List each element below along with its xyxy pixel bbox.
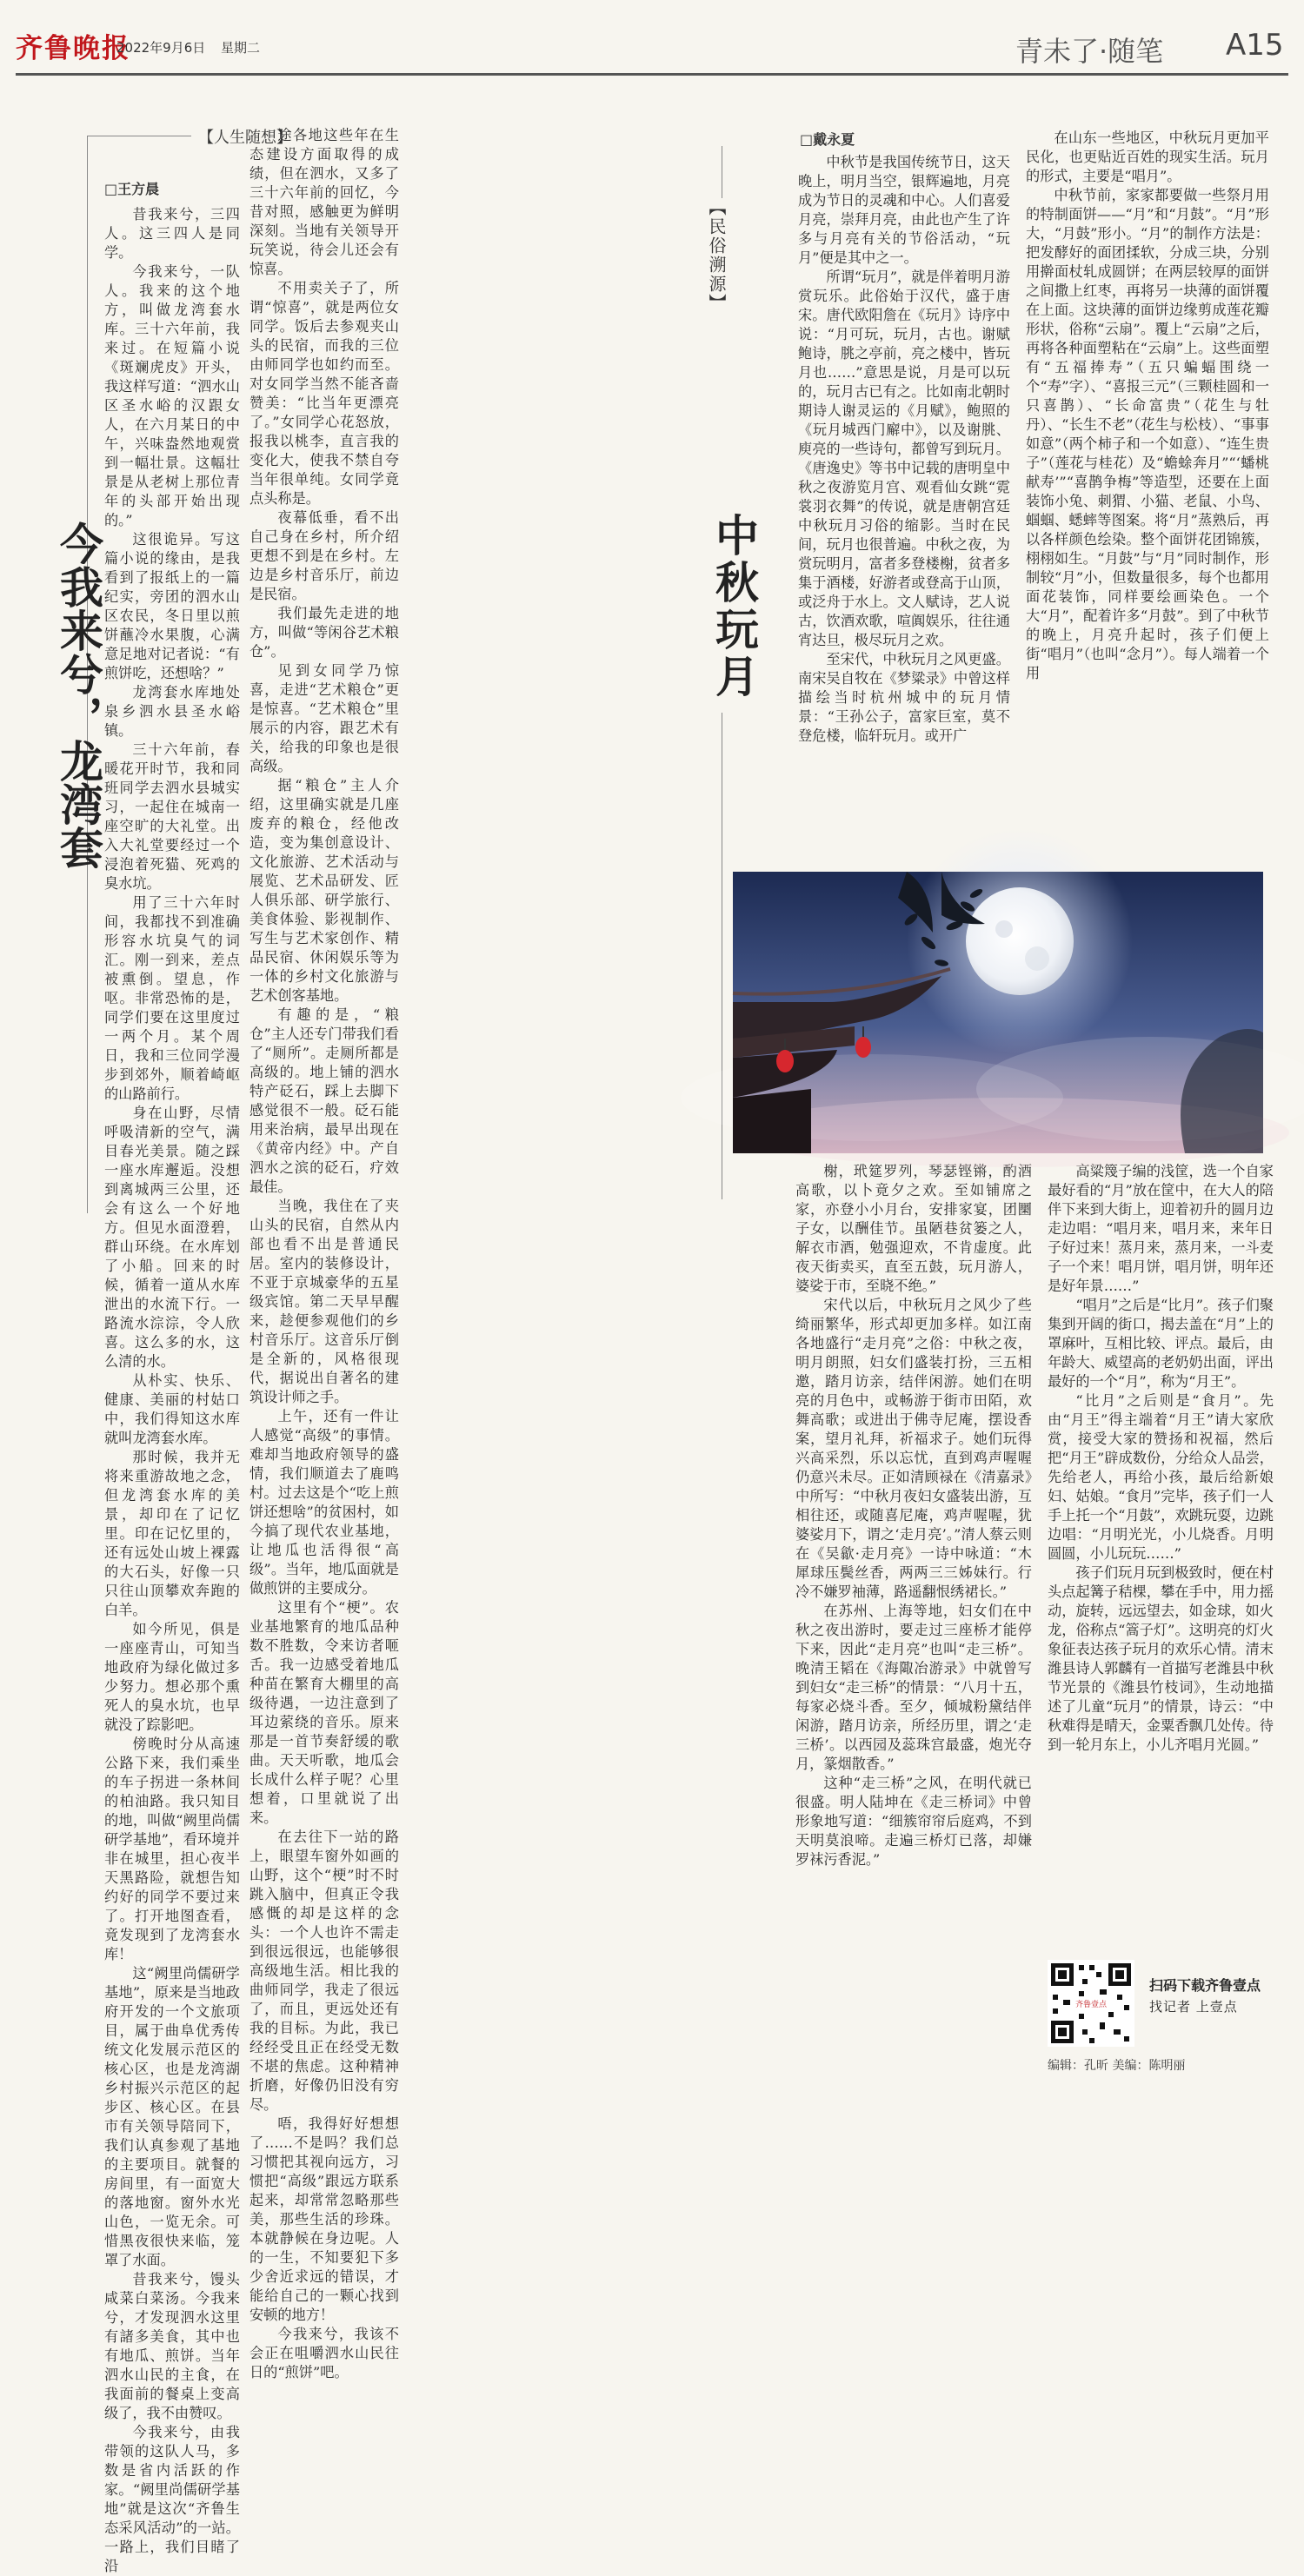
qr-code-svg bbox=[1048, 1960, 1134, 2047]
byline-right: □戴永夏 bbox=[800, 131, 855, 148]
mid-autumn-moon-illustration bbox=[733, 872, 1263, 1153]
article-paragraph: 在去往下一站的路上，眼望车窗外如画的山野，这个“梗”时不时跳入脑中，但真正令我感慨的却是这样的念头：一个人也许不需走到很远很远，也能够很高级地生活。相比我的曲师同学，我走了很远了，而且，更远处还有我的目标。为此，我已经经受且正在经受无数不堪的焦虑。这种精神折磨，好像仍旧没有穷尽。 bbox=[249, 1829, 399, 2113]
article-paragraph: 昔我来兮，馒头咸菜白菜汤。今我来兮，才发现泗水这里有諸多美食，其中也有地瓜、煎饼。当年泗水山民的主食，在我面前的餐桌上变高级了，我不由赞叹。 bbox=[104, 2271, 240, 2421]
article-paragraph: 如今所见，俱是一座座青山，可知当地政府为绿化做过多少努力。想必那个熏死人的臭水坑，也早就没了踪影吧。 bbox=[104, 1621, 240, 1733]
article-paragraph: 这很诡异。写这篇小说的缘由，是我看到了报纸上的一篇纪实，旁团的泗水山区农民，冬日里以煎饼蘸冷水果腹，心满意足地对记者说：“有煎饼吃，还想啥？” bbox=[104, 531, 240, 681]
byline-left: □王方晨 bbox=[104, 181, 160, 197]
left-article-column-2 bbox=[249, 126, 399, 2380]
article-paragraph: 在山东一些地区，中秋玩月更加平民化，也更贴近百姓的现实生活。玩月的形式，主要是“唱月”。 bbox=[1026, 129, 1269, 184]
qr-code-image[interactable] bbox=[1048, 1960, 1134, 2047]
article-paragraph: 当晚，我住在了夹山头的民宿，自然从内部也看不出是普通民居。室内的装修设计，不亚于京城豪华的五星级宾馆。第二天早早醒来，趁便参观他们的乡村音乐厅。这音乐厅倒是全新的，风格很现代，据说出自著名的建筑设计师之手。 bbox=[249, 1198, 399, 1405]
article-paragraph: 见到女同学乃惊喜，走进“艺术粮仓”更是惊喜。“艺术粮仓”里展示的内容，跟艺术有关，给我的印象也是很高级。 bbox=[249, 662, 399, 774]
article-paragraph: 孩子们玩月玩到极致时，便在村头点起篝子秸棵，攀在手中，用力摇动，旋转，远远望去，如金球，如火龙，俗称点“篙子灯”。这明亮的灯火象征表达孩子玩月的欢乐心情。清末潍县诗人郭麟有一首描写老潍县中秋节光景的《潍县竹枝词》，生动地描述了儿童“玩月”的情景，诗云：“中秋难得是晴天，金粟香飘几处传。待到一轮月东上，小儿齐唱月光圆。” bbox=[1048, 1564, 1274, 1753]
article-paragraph: 龙湾套水库地处泉乡泗水县圣水峪镇。 bbox=[104, 684, 240, 739]
article-paragraph: 夜幕低垂，看不出自己身在乡村，所介绍更想不到是在乡村。左边是乡村音乐厅，前边是民宿。 bbox=[249, 509, 399, 602]
article-paragraph: 据“粮仓”主人介绍，这里确实就是几座废弃的粮仓，经他改造，变为集创意设计、文化旅游、艺术活动与展览、艺术品研发、匠人俱乐部、研学旅行、美食体验、影视制作、写生与艺术家创作、精品民宿、休闲娱乐等为一体的乡村文化旅游与艺术创客基地。 bbox=[249, 777, 399, 1004]
article-paragraph: 身在山野，尽情呼吸清新的空气，满目春光美景。随之踩一座水库邂逅。没想到离城两三公里，还会有这么一个好地方。但见水面澄碧，群山环绕。在水库划了小船。回来的时候，循着一道从水库泄出的水流下行。一路流水淙淙，令人欣喜。这么多的水，这么清的水。 bbox=[104, 1105, 240, 1370]
article-paragraph: 那时候，我并无将来重游故地之念，但龙湾套水库的美景，却印在了记忆里。印在记忆里的，还有远处山坡上裸露的大石头，好像一只只往山顶攀欢奔跑的白羊。 bbox=[104, 1449, 240, 1618]
article-paragraph: 所谓“玩月”，就是伴着明月游赏玩乐。此俗始于汉代，盛于唐宋。唐代欧阳詹在《玩月》诗序中说：“月可玩，玩月，古也。谢赋鲍诗，朓之亭前，亮之楼中，皆玩月也……”意思是说，月是可以玩的，玩月古已有之。比如南北朝时期诗人谢灵运的《月赋》，鲍照的《玩月城西门廨中》，以及谢朓、庾亮的一些诗句，都曾写到玩月。《唐逸史》等书中记载的唐明皇中秋之夜游览月宫、观看仙女跳“霓裳羽衣舞”的传说，就是唐朝宫廷中秋玩月习俗的缩影。当时在民间，玩月也很普遍。中秋之夜，为赏玩明月，富者多登楼榭，贫者多集于酒楼，好游者或登高于山顶，或泛舟于水上。文人赋诗，艺人说古，饮酒欢歌，喧阗娱乐，往往通宵达旦，极尽玩月之欢。 bbox=[798, 269, 1010, 648]
article-paragraph: 唔，我得好好想想了……不是吗？我们总习惯把其视向远方，习惯把“高级”跟远方联系起来，却常常忽略那些美，那些生活的珍珠。本就静候在身边呢。人的一生，不知要犯下多少舍近求远的错误，才能给自己的一颗心找到安顿的地方！ bbox=[249, 2115, 399, 2323]
left-article-column-1 bbox=[104, 205, 240, 2574]
header-divider bbox=[16, 73, 1288, 76]
article-paragraph: 不用卖关子了，所谓“惊喜”，就是两位女同学。饭后去参观夹山头的民宿，而我的三位由师同学也如约而至。对女同学当然不能吝啬赞美：“比当年更漂亮了。”女同学心花怒放，报我以桃李，直言我的变化大，使我不禁自夸当年很单纯。女同学竟点头称是。 bbox=[249, 280, 399, 507]
article-paragraph: 宋代以后，中秋玩月之风少了些绮丽繁华，形式却更加多样。如江南各地盛行“走月亮”之俗：中秋之夜，明月朗照，妇女们盛装打扮，三五相邀，踏月访亲，结伴闲游。她们在明亮的月色中，或畅游于街市田陌，欢舞高歌；或进出于佛寺尼庵，摆设香案，望月礼拜，祈福求子。她们玩得兴高采烈，乐以忘忧，直到鸡声喔喔仍意兴未尽。正如清顾禄在《清嘉录》中所写：“中秋月夜妇女盛装出游，互相往还，或随喜尼庵，鸡声喔喔，犹婆娑月下，谓之‘走月亮’。”清人蔡云则在《吴歙·走月亮》一诗中咏道：“木犀球压鬓丝香，两两三三姊妹行。行冷不嫌罗袖薄，路遥翻恨绣裙长。” bbox=[795, 1297, 1032, 1600]
page-number: A15 bbox=[1226, 28, 1284, 63]
article-paragraph: 上午，还有一件让人感觉“高级”的事情。难却当地政府领导的盛情，我们顺道去了鹿鸣村。过去这是个“吃上煎饼还想啥”的贫困村，如今搞了现代农业基地，让地瓜也活得很“高级”。当年，地瓜面就是做煎饼的主要成分。 bbox=[249, 1408, 399, 1597]
qr-download-title: 扫码下载齐鲁壹点 bbox=[1149, 1977, 1261, 1994]
article-paragraph: 榭，玳筵罗列，琴瑟铿锵，酌酒高歌，以卜竟夕之欢。至如铺席之家，亦登小小月台，安排家宴，团圞子女，以酬佳节。虽陋巷贫篓之人，解衣市酒，勉强迎欢，不肯虚度。此夜天街卖买，直至五鼓，玩月游人，婆娑于市，至晓不绝。” bbox=[795, 1163, 1032, 1294]
article-paragraph: 这“阙里尚儒研学基地”，原来是当地政府开发的一个文旅项目，属于曲阜优秀传统文化发展示范区的核心区，也是龙湾湖乡村振兴示范区的起步区、核心区。在县市有关领导陪同下，我们认真参观了基地的主要项目。就餐的房间里，有一面宽大的落地窗。窗外水光山色，一览无余。可惜黑夜很快来临，笼罩了水面。 bbox=[104, 1965, 240, 2268]
full-moon bbox=[966, 887, 1074, 995]
article-paragraph: 有趣的是，“粮仓”主人还专门带我们看了“厕所”。走厕所都是高级的。地上铺的泗水特产砭石，踩上去脚下感觉很不一般。砭石能用来治病，最早出现在《黄帝内经》中。产自泗水之滨的砭石，疗效最佳。 bbox=[249, 1006, 399, 1195]
article-paragraph: 今我来兮，我该不会正在咀嚼泗水山民往日的“煎饼”吧。 bbox=[249, 2326, 399, 2380]
article-headline-left: 今我来兮，龙湾套 bbox=[53, 521, 104, 869]
article-paragraph: 用了三十六年时间，我都找不到准确形容水坑臭气的词汇。刚一到来，差点被熏倒。望息，作呕。非常恐怖的是，同学们要在这里度过一两个月。某个周日，我和三位同学漫步到郊外，顺着崎岖的山路前行。 bbox=[104, 894, 240, 1102]
article-paragraph: 高粱篾子编的浅筐，选一个自家最好看的“月”放在筐中，在大人的陪伴下来到大街上，迎着初升的圆月边走边唱：“唱月来，唱月来，来年日子好过来！蒸月来，蒸月来，一斗麦子一个来！唱月饼，唱月饼，明年还是好年景……” bbox=[1048, 1163, 1274, 1294]
article-paragraph: 傍晚时分从高速公路下来，我们乘坐的车子拐进一条林间的柏油路。我只知目的地，叫做“阙里尚儒研学基地”，看环境并非在城里，担心夜半天黑路险，就想告知约好的同学不要过来了。打开地图查看，竟发现到了龙湾套水库！ bbox=[104, 1736, 240, 1962]
column-label-life-thoughts: 【人生随想】 bbox=[198, 129, 292, 147]
editor-credits: 编辑：孔昕 美编：陈明丽 bbox=[1048, 2059, 1186, 2073]
issue-weekday: 星期二 bbox=[221, 40, 261, 56]
qr-logo-text: 齐鲁壹点 bbox=[1074, 2001, 1108, 2009]
article-paragraph: 我们最先走进的地方，叫做“等闲谷艺术粮仓”。 bbox=[249, 605, 399, 660]
article-paragraph: “比月”之后则是“食月”。先由“月王”得主端着“月王”请大家欣赏，接受大家的赞扬和祝福，然后把“月王”辟成数份，分给众人品尝，先给老人，再给小孩，最后给新娘妇、姑娘。“食月”完毕，孩子们一人手上托一个“月鼓”，欢跳玩耍，边跳边唱：“月明光光，小儿烧香。月明圆圆，小儿玩玩……” bbox=[1048, 1392, 1274, 1562]
article-paragraph: 至宋代，中秋玩月之风更盛。南宋吴自牧在《梦粱录》中曾这样描绘当时杭州城中的玩月情景：“王孙公子，富家巨室，莫不登危楼，临轩玩月。或开广 bbox=[798, 651, 1010, 744]
column-label-folk-origins: 【民俗溯源】 bbox=[706, 198, 727, 313]
section-title: 青未了·随笔 bbox=[1015, 35, 1164, 68]
article-paragraph: 途各地这些年在生态建设方面取得的成绩，但在泗水，又多了三十六年前的回忆，今昔对照，感触更为鲜明深刻。当地有关领导开玩笑说，待会儿还会有惊喜。 bbox=[249, 127, 399, 277]
article-paragraph: 三十六年前，春暖花开时节，我和同班同学去泗水县城实习，一起住在城南一座空旷的大礼堂。出入大礼堂要经过一个浸泡着死猫、死鸡的臭水坑。 bbox=[104, 741, 240, 892]
article-paragraph: 中秋节是我国传统节日，这天晚上，明月当空，银辉遍地，月亮成为节日的灵魂和中心。人们喜爱月亮，崇拜月亮，由此也产生了许多与月亮有关的节俗活动，“玩月”便是其中之一。 bbox=[798, 154, 1010, 266]
article-paragraph: 昔我来兮，三四人。这三四人是同学。 bbox=[104, 206, 240, 261]
moon-illustration-svg bbox=[733, 872, 1263, 1153]
article-paragraph: 中秋节前，家家都要做一些祭月用的特制面饼——“月”和“月鼓”。“月”形大，“月鼓”形小。“月”的制作方法是：把发酵好的面团揉软，分成三块，分别用擀面杖轧成圆饼；在两层较厚的面饼之间撒上红枣，再将另一块薄的面饼覆在上面。这块薄的面饼边缘剪成莲花瓣形状，俗称“云扇”。覆上“云扇”之后，再将各种面塑粘在“云扇”上。这些面塑有“五福捧寿”（五只蝙蝠围绕一个“寿”字）、“喜报三元”（三颗桂圆和一只喜鹊）、“长命富贵”（花生与牡丹）、“长生不老”（花生与松枝）、“事事如意”（两个柿子和一个如意）、“连生贵子”（莲花与桂花）及“蟾蜍奔月”“‘蟠桃献寿’”“喜鹊争梅”等造型，还要在上面装饰小兔、刺猬、小猫、老鼠、小鸟、蝈蝈、蟋蟀等图案。将“月”蒸熟后，再以各样颜色绘染。整个面饼花团锦簇，栩栩如生。“月鼓”与“月”同时制作，形制较“月”小，但数量很多，每个也都用面花装饰，同样要绘画染色。一个大“月”，配着许多“月鼓”。到了中秋节的晚上，月亮升起时，孩子们便上街“唱月”（也叫“念月”）。每人端着一个用 bbox=[1026, 187, 1269, 681]
newspaper-logo: 齐鲁晚报 bbox=[16, 33, 130, 64]
right-article-column-1 bbox=[798, 153, 1010, 866]
article-paragraph: 这种“走三桥”之风，在明代就已很盛。明人陆坤在《走三桥词》中曾形象地写道：“细簇帘帘后庭鸡，不到天明莫浪啼。走遍三桥灯已落，却嫌罗袜污香泥。” bbox=[795, 1775, 1032, 1868]
right-article-column-4 bbox=[1048, 1162, 1274, 1951]
article-headline-right: 中秋玩月 bbox=[709, 513, 760, 700]
qr-download-subtitle: 找记者 上壹点 bbox=[1149, 1999, 1238, 2015]
article-paragraph: 从朴实、快乐、健康、美丽的村姑口中，我们得知这水库就叫龙湾套水库。 bbox=[104, 1372, 240, 1446]
article-paragraph: 在苏州、上海等地，妇女们在中秋之夜出游时，要走过三座桥才能停下来，因此“走月亮”也叫“走三桥”。晚清王韬在《海陬冶游录》中就曾写到妇女“走三桥”的情景：“八月十五，每家必烧斗香。至夕，倾城粉黛结伴闲游，踏月访亲，所经历里，谓之‘走三桥’。以西园及蕊珠宫最盛，炮光夺月，篆烟散香。” bbox=[795, 1603, 1032, 1772]
right-article-column-2 bbox=[1026, 129, 1269, 866]
article-paragraph: 今我来兮，由我带领的这队人马，多数是省内活跃的作家。“阙里尚儒研学基地”就是这次“齐鲁生态采风活动”的一站。一路上，我们目睹了沿 bbox=[104, 2424, 240, 2574]
right-article-column-3 bbox=[795, 1162, 1032, 2048]
article-paragraph: “唱月”之后是“比月”。孩子们聚集到开阔的街口，揭去盖在“月”上的罩麻叶，互相比较、评点。最后，由年龄大、威望高的老奶奶出面，评出最好的一个“月”，称为“月王”。 bbox=[1048, 1297, 1274, 1390]
issue-date: 2022年9月6日 bbox=[116, 40, 206, 56]
article-paragraph: 这里有个“梗”。农业基地繁育的地瓜品种数不胜数，令来访者咂舌。我一边感受着地瓜种苗在繁育大棚里的高级待遇，一边注意到了耳边萦绕的音乐。原来那是一首节奏舒缓的歌曲。天天听歌，地瓜会长成什么样子呢？心里想着，口里就说了出来。 bbox=[249, 1599, 399, 1826]
article-paragraph: 今我来兮，一队人。我来的这个地方，叫做龙湾套水库。三十六年前，我来过。在短篇小说《斑斓虎皮》开头，我这样写道：“泗水山区圣水峪的汉跟女人，在六月某日的中午，兴味盎然地观赏到一幅壮景。这幅壮景是从老树上那位青年的头部开始出现的。” bbox=[104, 263, 240, 528]
